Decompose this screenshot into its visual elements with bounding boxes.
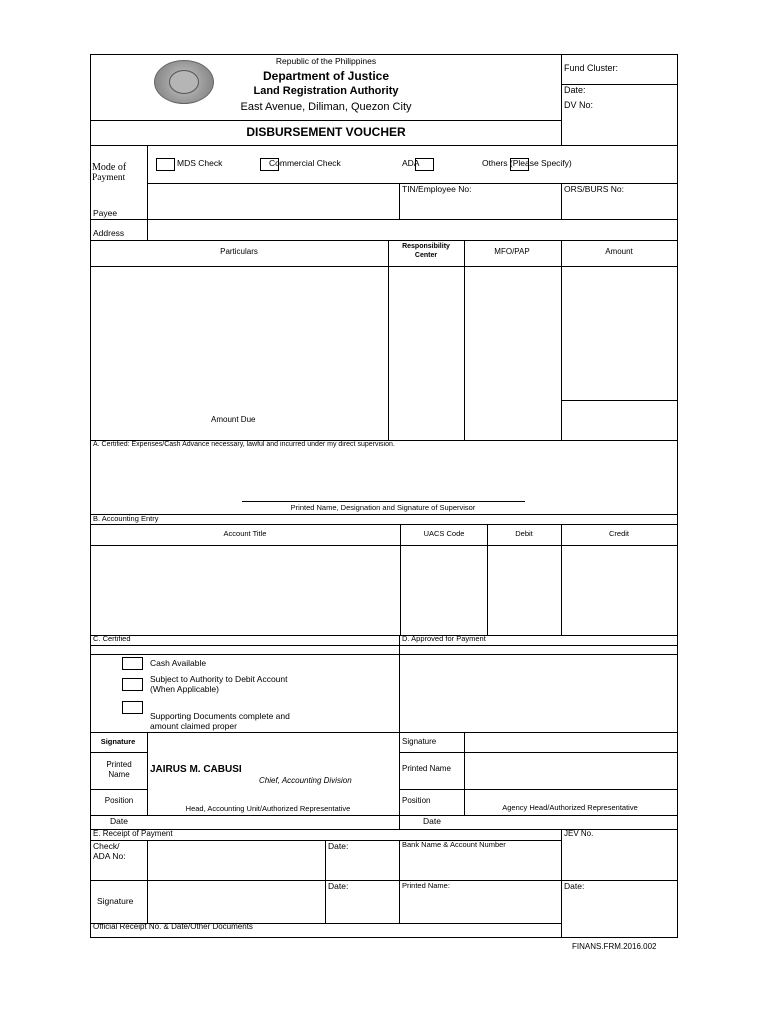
form-title: DISBURSEMENT VOUCHER — [246, 125, 406, 139]
ada-checkbox[interactable] — [415, 158, 434, 171]
subject-authority-label-line2: (When Applicable) — [150, 684, 219, 694]
accounting-chief-name: JAIRUS M. CABUSI — [150, 764, 242, 775]
section-d-signature-label: Signature — [402, 737, 437, 746]
mode-label-line1: Mode of — [92, 162, 127, 173]
lra-seal-logo — [154, 60, 214, 104]
others-checkbox[interactable] — [510, 158, 529, 171]
supporting-documents-label-line1: Supporting Documents complete and — [150, 711, 290, 721]
receipt-signature-field[interactable] — [150, 883, 322, 920]
fund-cluster-label: Fund Cluster: — [564, 63, 619, 73]
section-b-label: B. Accounting Entry — [93, 514, 159, 523]
section-c-date-label: Date — [110, 816, 128, 826]
mfo-pap-header: MFO/PAP — [494, 247, 530, 256]
check-ada-label-line2: ADA No: — [93, 851, 126, 861]
accounting-chief-title: Chief, Accounting Division — [259, 776, 352, 785]
section-d-date-label: Date — [423, 816, 441, 826]
payee-field[interactable] — [150, 186, 396, 216]
subject-authority-label-line1: Subject to Authority to Debit Account — [150, 674, 288, 684]
receipt-date-label-2: Date: — [328, 881, 349, 891]
form-code: FINANS.FRM.2016.002 — [572, 942, 657, 951]
responsibility-center-header-line2: Center — [414, 252, 438, 259]
debit-header: Debit — [515, 529, 533, 538]
supervisor-signature-caption: Printed Name, Designation and Signature of Supervisor — [290, 503, 476, 512]
mode-label-line2: Payment — [92, 173, 126, 183]
credit-header: Credit — [608, 529, 630, 538]
address-label: Address — [93, 228, 125, 238]
cash-available-label: Cash Available — [150, 658, 207, 668]
official-receipt-label: Official Receipt No. & Date/Other Documents — [93, 922, 253, 931]
department-name: Department of Justice — [262, 69, 390, 83]
supporting-documents-checkbox[interactable] — [122, 701, 143, 714]
others-label: Others (Please Specify) — [482, 158, 572, 168]
dv-no-label: DV No: — [564, 100, 594, 110]
payee-label: Payee — [93, 208, 118, 218]
subject-authority-checkbox[interactable] — [122, 678, 143, 691]
cash-available-checkbox[interactable] — [122, 657, 143, 670]
check-ada-no-field[interactable] — [150, 843, 322, 877]
authority-name: Land Registration Authority — [253, 85, 399, 97]
commercial-check-label: Commercial Check — [269, 158, 341, 168]
ors-burs-label: ORS/BURS No: — [564, 184, 624, 194]
address-field[interactable] — [150, 222, 675, 238]
section-d-position-caption: Agency Head/Authorized Representative — [502, 803, 638, 812]
section-e-label: E. Receipt of Payment — [93, 829, 173, 838]
section-c-printed-label-line1: Printed — [106, 760, 132, 769]
amount-due-label: Amount Due — [211, 415, 256, 424]
jev-no-label: JEV No. — [564, 829, 594, 838]
responsibility-center-header-line1: Responsibility — [402, 243, 450, 250]
particulars-header: Particulars — [220, 247, 258, 256]
office-address: East Avenue, Diliman, Quezon City — [240, 101, 412, 113]
account-title-header: Account Title — [223, 529, 267, 538]
section-d-position-label: Position — [402, 796, 431, 805]
receipt-signature-label: Signature — [97, 896, 134, 906]
uacs-code-header: UACS Code — [423, 529, 465, 538]
section-c-signature-label: Signature — [100, 737, 136, 746]
receipt-printed-name-label: Printed Name: — [402, 881, 450, 890]
section-d-label: D. Approved for Payment — [402, 634, 486, 643]
section-d-printed-name-field[interactable] — [467, 755, 675, 787]
tin-employee-label: TIN/Employee No: — [402, 184, 472, 194]
supporting-documents-label-line2: amount claimed proper — [150, 721, 237, 731]
mds-check-label: MDS Check — [177, 158, 223, 168]
section-c-signature-field[interactable] — [150, 734, 396, 750]
section-d-printed-name-label: Printed Name — [402, 764, 451, 773]
receipt-date-label-1: Date: — [328, 841, 349, 851]
header-date-label: Date: — [564, 85, 586, 95]
section-c-printed-label-line2: Name — [108, 770, 130, 779]
receipt-date-label-3: Date: — [564, 881, 585, 891]
bank-account-label: Bank Name & Account Number — [402, 840, 506, 849]
check-ada-label-line1: Check/ — [93, 841, 120, 851]
ada-label: ADA — [402, 158, 420, 168]
mds-check-checkbox[interactable] — [156, 158, 175, 171]
section-a-certification: A. Certified: Expenses/Cash Advance necessary, lawful and incurred under my direct supervision. — [93, 441, 395, 448]
section-c-label: C. Certified — [93, 634, 131, 643]
republic-label: Republic of the Philippines — [275, 56, 377, 66]
section-c-position-label: Position — [104, 796, 134, 805]
amount-header: Amount — [605, 247, 633, 256]
section-c-position-caption: Head, Accounting Unit/Authorized Representative — [185, 804, 351, 813]
section-d-signature-field[interactable] — [467, 734, 675, 750]
